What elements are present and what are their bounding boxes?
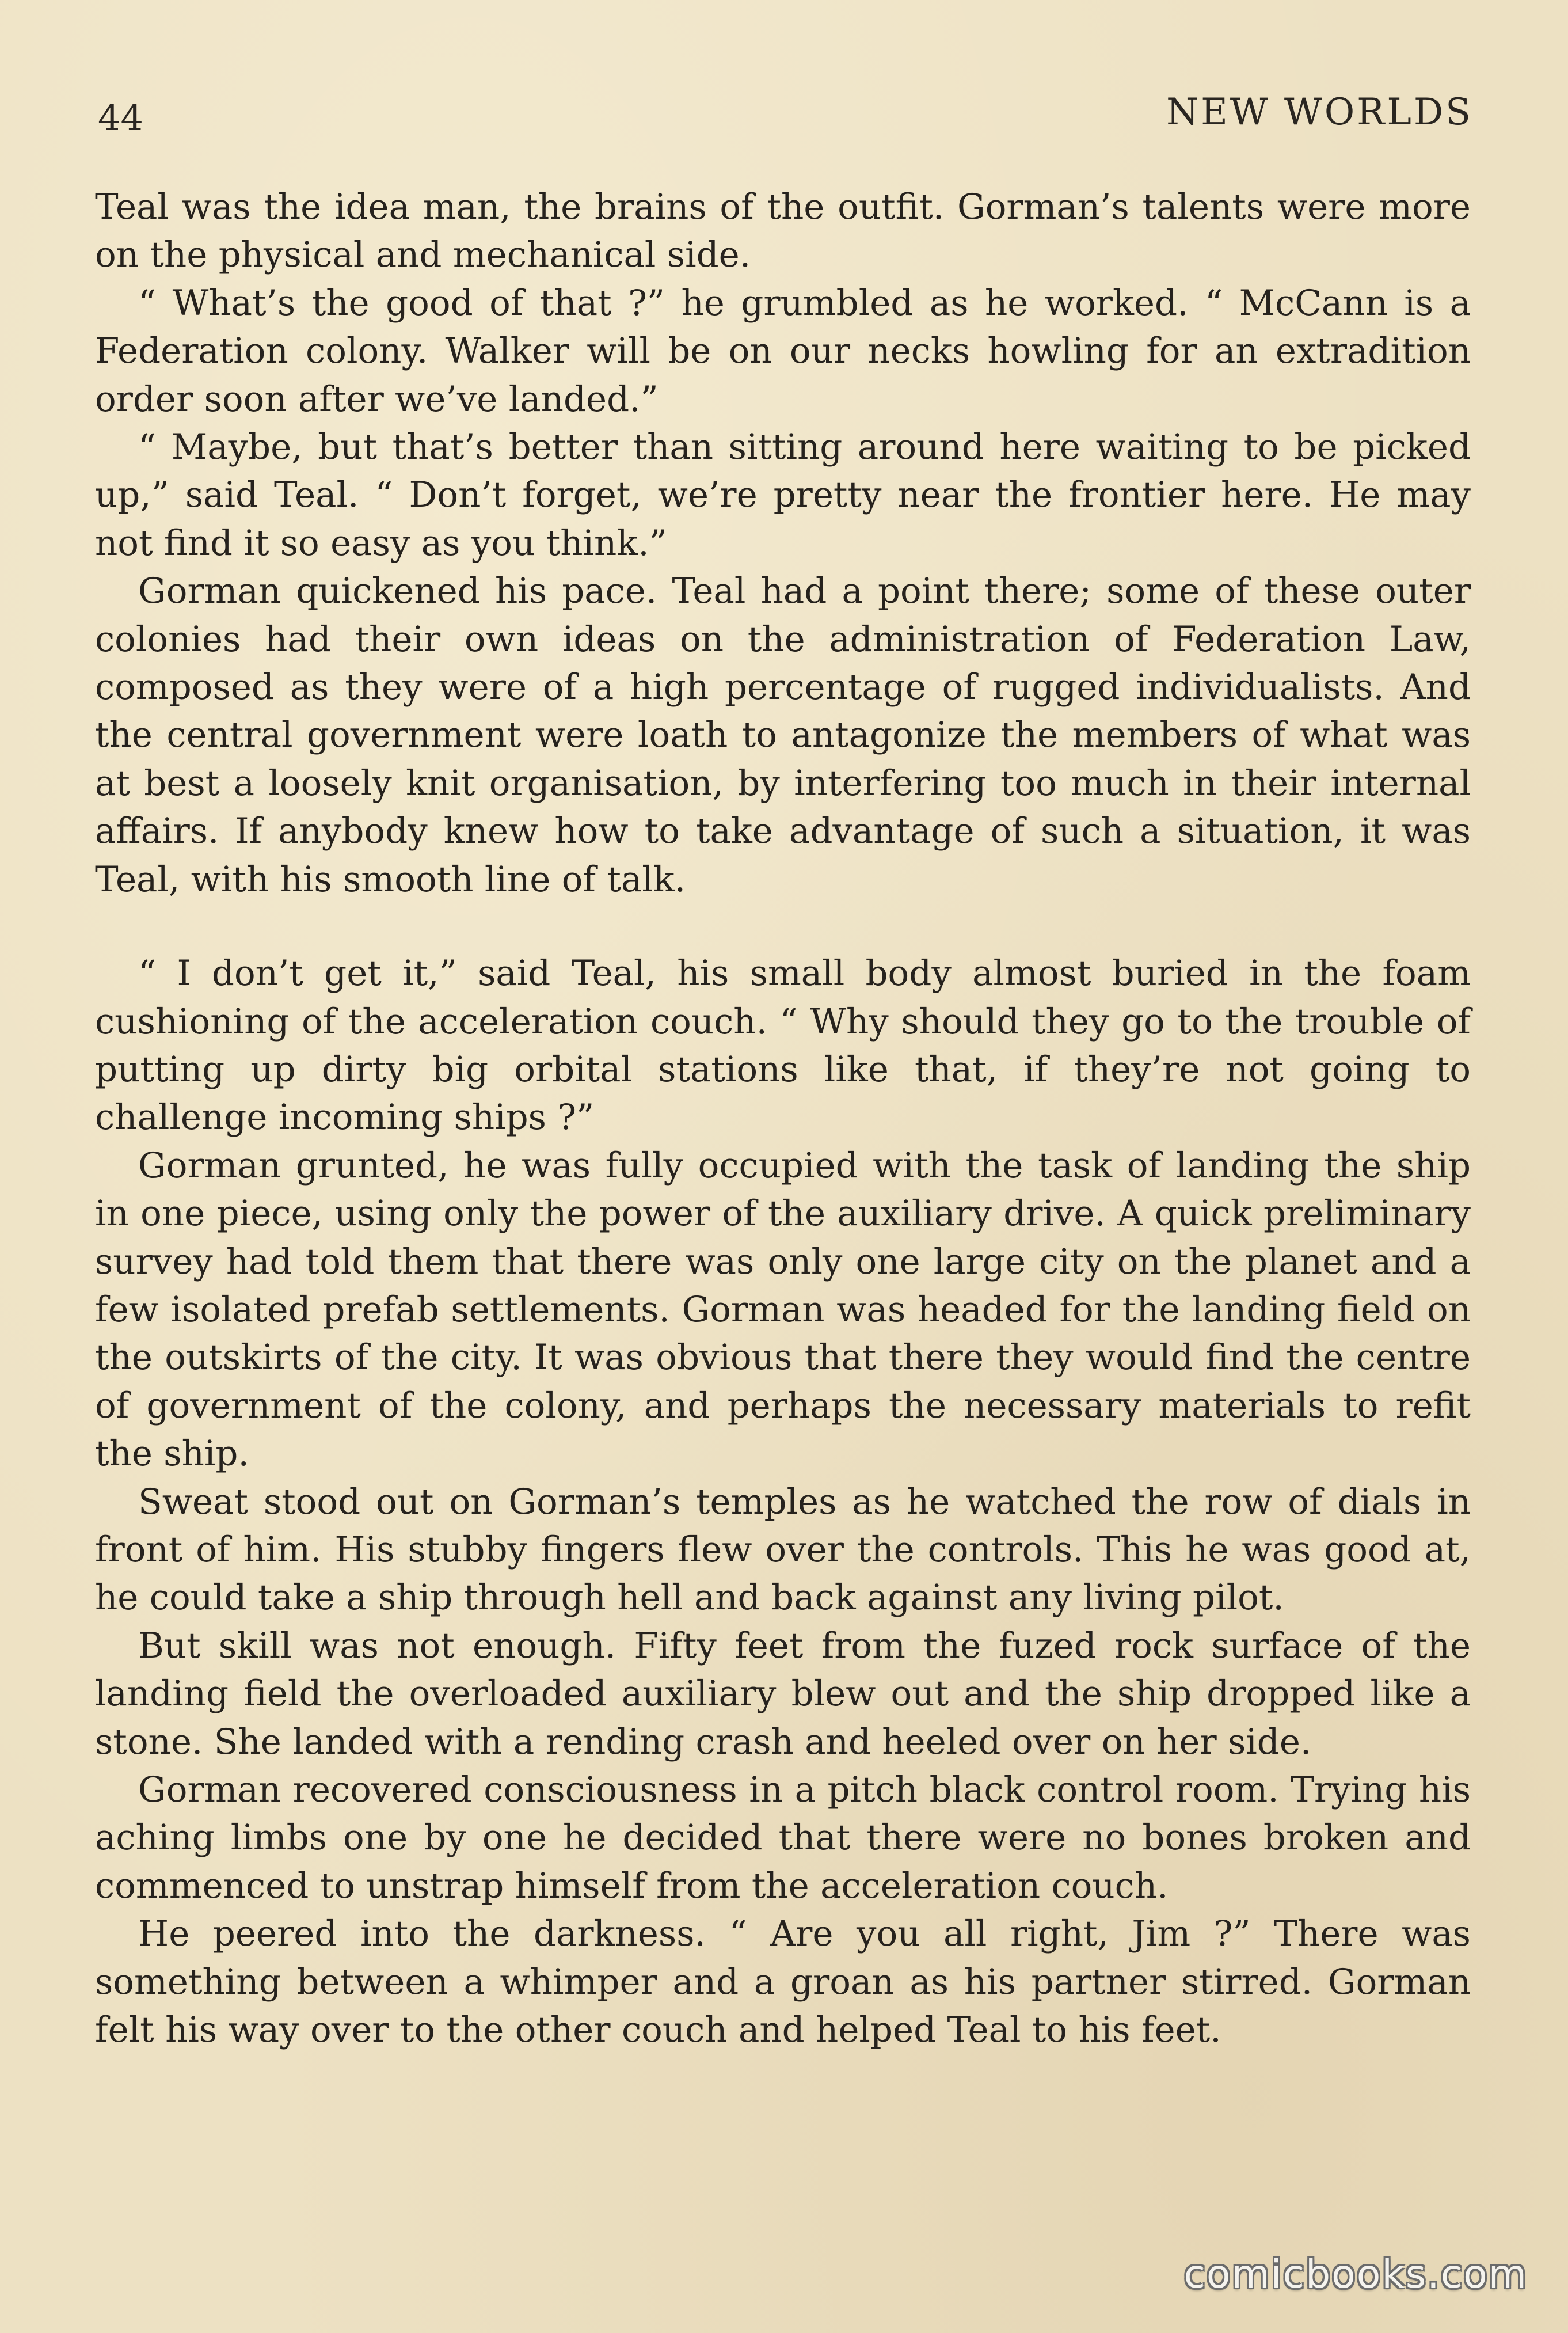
paragraph: Gorman quickened his pace. Teal had a point there; some of these outer colonies had their own ideas on the administration of Federation Law, composed as they were of a high percentage of rugged individualists. And the central government were loath to antagonize the members of what was at best a loosely knit organisation, by interfering too much in their internal affairs. If anybody knew how to take advantage of such a situation, it was Teal, with his smooth line of talk. — [95, 571, 1471, 900]
paragraph: But skill was not enough. Fifty feet from the fuzed rock surface of the landing field the overloaded auxiliary blew out and the ship dropped like a stone. She landed with a rending crash and heeled over on her side. — [95, 1625, 1471, 1762]
paragraph: “ Maybe, but that’s better than sitting around here waiting to be picked up,” said Teal. “ Don’t forget, we’re pretty near the frontier here. He may not find it so easy as you think.” — [95, 427, 1471, 564]
running-head — [98, 86, 1473, 144]
running-title: NEW WORLDS — [1166, 91, 1473, 134]
paragraph: Gorman recovered consciousness in a pitch black control room. Trying his aching limbs one by one he decided that there were no bones broken and commenced to unstrap himself from the acceleration couch. — [95, 1769, 1471, 1906]
paragraph: Gorman grunted, he was fully occupied with the task of landing the ship in one piece, using only the power of the auxiliary drive. A quick preliminary survey had told them that there was only one large city on the planet and a few isolated prefab settlements. Gorman was headed for the landing field on the outskirts of the city. It was obvious that there they would find the centre of government of the colony, and perhaps the necessary materials to refit the ship. — [95, 1145, 1471, 1475]
paragraph: Teal was the idea man, the brains of the outfit. Gorman’s talents were more on the physical and mechanical side. — [95, 187, 1471, 276]
paragraph: “ I don’t get it,” said Teal, his small body almost buried in the foam cushioning of the acceleration couch. “ Why should they go to the trouble of putting up dirty big orbital stations like that, if they’re not going to challenge incoming ships ?” — [95, 953, 1471, 1138]
paragraph: Sweat stood out on Gorman’s temples as he watched the row of dials in front of him. His stubby fingers flew over the controls. This he was good at, he could take a ship through hell and back against any living pilot. — [95, 1481, 1471, 1618]
paragraph: He peered into the darkness. “ Are you all right, Jim ?” There was something between a whimper and a groan as his partner stirred. Gorman felt his way over to the other couch and helped Teal to his feet. — [95, 1913, 1471, 2051]
page-number: 44 — [98, 97, 143, 139]
watermark: comicbooks.com — [1183, 2252, 1528, 2297]
section-break — [95, 903, 1471, 949]
body-text — [95, 183, 1471, 2054]
paragraph: “ What’s the good of that ?” he grumbled as he worked. “ McCann is a Federation colony. Walker will be on our necks howling for an extradition order soon after we’ve landed.” — [95, 282, 1471, 420]
